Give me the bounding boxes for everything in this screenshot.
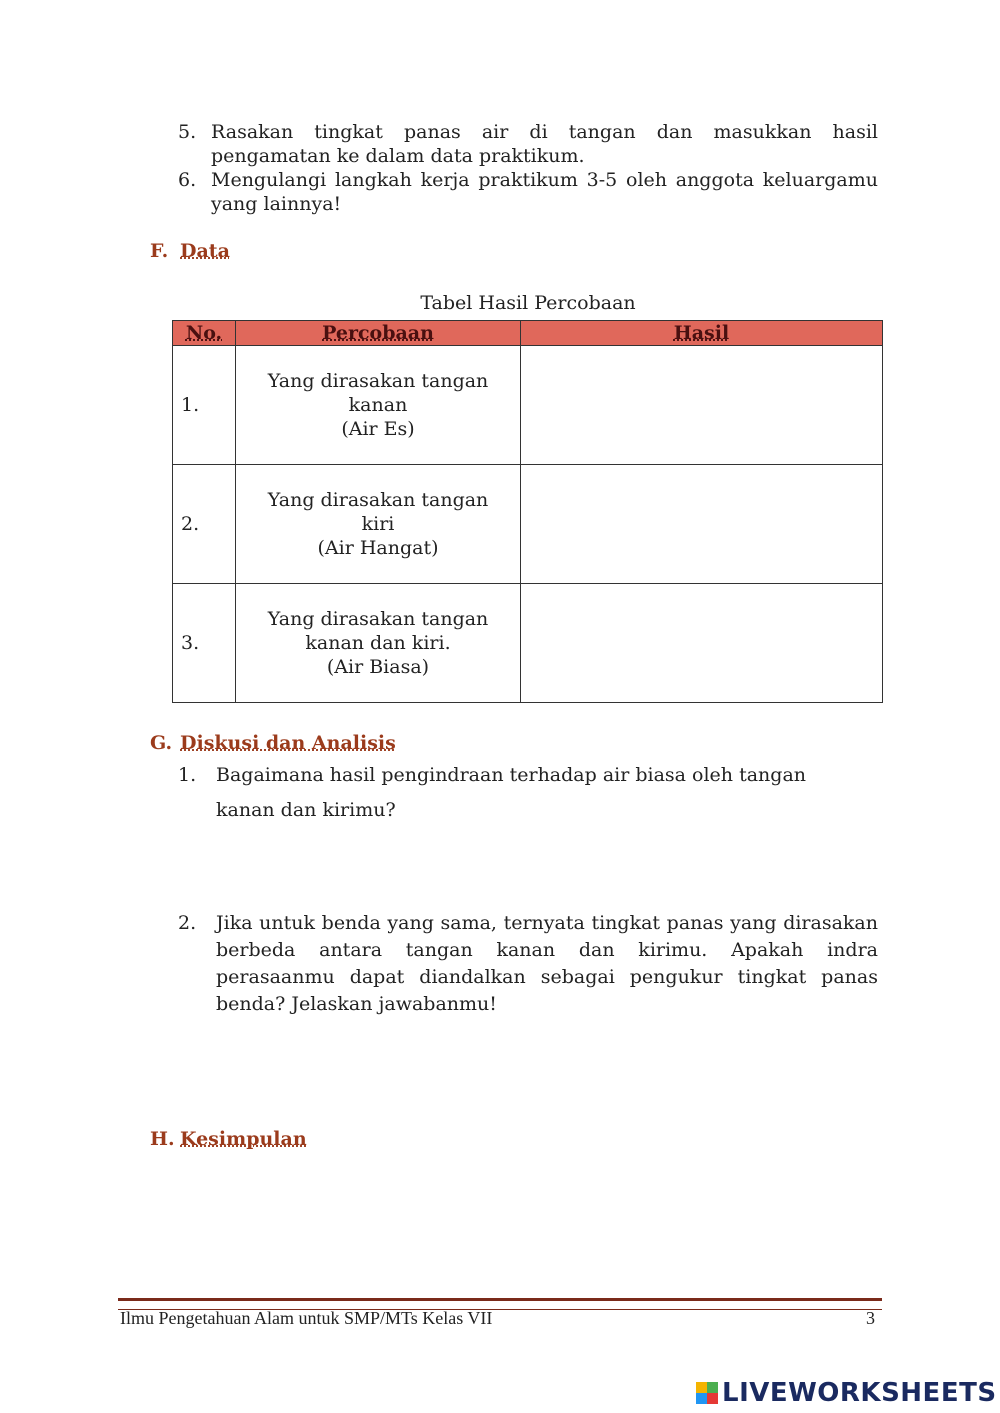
experiment-line: Yang dirasakan tangan bbox=[267, 489, 489, 511]
section-letter: G. bbox=[150, 732, 173, 754]
table-row bbox=[173, 584, 883, 703]
question-item bbox=[178, 910, 878, 1018]
experiment-line: (Air Biasa) bbox=[326, 656, 430, 678]
footer-book-title: Ilmu Pengetahuan Alam untuk SMP/MTs Kelas VII bbox=[120, 1308, 493, 1328]
row-result-cell[interactable] bbox=[521, 584, 883, 703]
step-number: 5. bbox=[178, 121, 197, 143]
step-text: Mengulangi langkah kerja praktikum 3-5 oleh anggota keluargamu yang lainnya! bbox=[211, 169, 878, 215]
section-heading-g bbox=[150, 732, 396, 754]
question-number: 1. bbox=[178, 764, 197, 786]
question-item bbox=[178, 758, 878, 828]
row-experiment bbox=[236, 465, 521, 584]
experiment-line: kanan bbox=[348, 394, 408, 416]
step-text: Rasakan tingkat panas air di tangan dan masukkan hasil pengamatan ke dalam data praktikum. bbox=[211, 121, 878, 167]
row-number: 2. bbox=[173, 465, 236, 584]
row-result-cell[interactable] bbox=[521, 465, 883, 584]
row-number: 3. bbox=[173, 584, 236, 703]
page-number: 3 bbox=[866, 1308, 875, 1328]
question-text: Jika untuk benda yang sama, ternyata tingkat panas yang dirasakan berbeda antara tangan kanan dan kirimu. Apakah indra perasaanmu dapat diandalkan sebagai pengukur tingkat panas benda? Jelaskan jawabanmu! bbox=[216, 912, 878, 1015]
experiment-line: kanan dan kiri. bbox=[305, 632, 451, 654]
question-text: Bagaimana hasil pengindraan terhadap air biasa oleh tangan kanan dan kirimu? bbox=[216, 764, 807, 821]
section-title: Kesimpulan bbox=[180, 1128, 307, 1150]
section-letter: F. bbox=[150, 240, 169, 262]
liveworksheets-logo-icon bbox=[696, 1382, 718, 1404]
table-row bbox=[173, 465, 883, 584]
header-result: Hasil bbox=[521, 321, 883, 346]
section-title: Data bbox=[180, 240, 230, 262]
question-number: 2. bbox=[178, 912, 197, 934]
experiment-line: Yang dirasakan tangan bbox=[267, 370, 489, 392]
header-no: No. bbox=[173, 321, 236, 346]
liveworksheets-brand bbox=[696, 1378, 997, 1408]
table-header-row bbox=[173, 321, 883, 346]
step-item bbox=[178, 120, 878, 168]
experiment-line: (Air Es) bbox=[341, 418, 415, 440]
row-experiment bbox=[236, 346, 521, 465]
step-item bbox=[178, 168, 878, 216]
row-experiment bbox=[236, 584, 521, 703]
section-heading-f bbox=[150, 240, 230, 262]
table-caption: Tabel Hasil Percobaan bbox=[420, 292, 636, 314]
header-experiment: Percobaan bbox=[236, 321, 521, 346]
brand-name: LIVEWORKSHEETS bbox=[722, 1378, 997, 1408]
step-number: 6. bbox=[178, 169, 197, 191]
experiment-line: Yang dirasakan tangan bbox=[267, 608, 489, 630]
experiment-line: kiri bbox=[361, 513, 395, 535]
row-result-cell[interactable] bbox=[521, 346, 883, 465]
results-table bbox=[172, 320, 883, 703]
experiment-line: (Air Hangat) bbox=[317, 537, 439, 559]
table-row bbox=[173, 346, 883, 465]
row-number: 1. bbox=[173, 346, 236, 465]
section-heading-h bbox=[150, 1128, 307, 1150]
section-letter: H. bbox=[150, 1128, 175, 1150]
procedure-steps bbox=[178, 120, 878, 216]
section-title: Diskusi dan Analisis bbox=[180, 732, 396, 754]
